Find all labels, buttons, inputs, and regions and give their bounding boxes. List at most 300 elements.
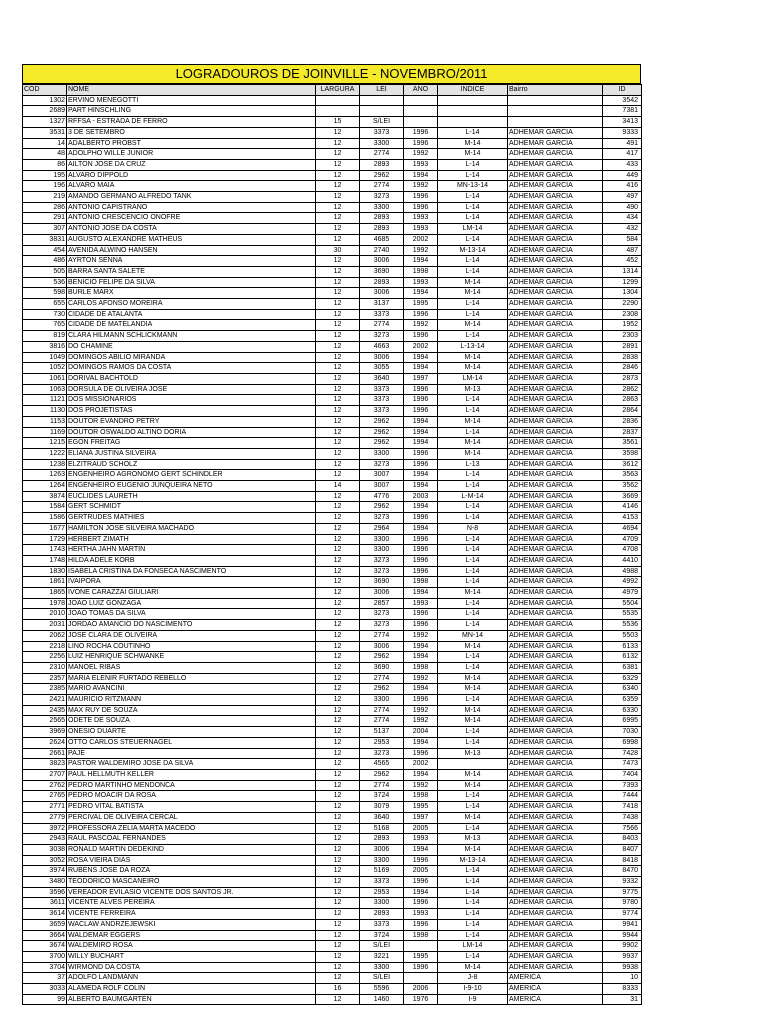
cell-nome: JORDAO AMANCIO DO NASCIMENTO bbox=[67, 620, 316, 631]
cell-id: 6340 bbox=[603, 684, 642, 695]
cell-largura: 12 bbox=[316, 673, 360, 684]
cell-nome: ADOLFO LANDMANN bbox=[67, 973, 316, 984]
cell-cod: 3823 bbox=[23, 759, 67, 770]
cell-bairro: ADHEMAR GARCIA bbox=[508, 898, 603, 909]
cell-nome: AILTON JOSE DA CRUZ bbox=[67, 159, 316, 170]
cell-cod: 1586 bbox=[23, 513, 67, 524]
cell-bairro: ADHEMAR GARCIA bbox=[508, 652, 603, 663]
cell-largura: 12 bbox=[316, 748, 360, 759]
cell-lei: 3300 bbox=[360, 898, 404, 909]
cell-bairro: ADHEMAR GARCIA bbox=[508, 127, 603, 138]
cell-bairro: ADHEMAR GARCIA bbox=[508, 416, 603, 427]
cell-largura: 12 bbox=[316, 662, 360, 673]
cell-bairro bbox=[508, 106, 603, 117]
cell-bairro: ADHEMAR GARCIA bbox=[508, 288, 603, 299]
cell-lei: 2962 bbox=[360, 684, 404, 695]
cell-bairro: ADHEMAR GARCIA bbox=[508, 448, 603, 459]
cell-bairro: ADHEMAR GARCIA bbox=[508, 266, 603, 277]
cell-nome: PERCIVAL DE OLIVEIRA CERCAL bbox=[67, 812, 316, 823]
cell-lei: 3373 bbox=[360, 395, 404, 406]
cell-nome: MAURICIO RITZMANN bbox=[67, 695, 316, 706]
table-row bbox=[23, 352, 642, 363]
cell-id: 5535 bbox=[603, 609, 642, 620]
cell-indice: L-14 bbox=[438, 545, 508, 556]
cell-nome: PEDRO MARTINHO MENDONCA bbox=[67, 780, 316, 791]
cell-cod: 1748 bbox=[23, 555, 67, 566]
cell-id: 6329 bbox=[603, 673, 642, 684]
cell-nome: JOAO LUIZ GONZAGA bbox=[67, 598, 316, 609]
cell-indice: L-14 bbox=[438, 192, 508, 203]
cell-id: 7418 bbox=[603, 802, 642, 813]
cell-largura: 12 bbox=[316, 898, 360, 909]
cell-indice: L-14 bbox=[438, 266, 508, 277]
cell-cod: 307 bbox=[23, 224, 67, 235]
cell-id: 3669 bbox=[603, 491, 642, 502]
table-row bbox=[23, 331, 642, 342]
col-header-largura: LARGURA bbox=[316, 85, 360, 96]
cell-ano: 2006 bbox=[404, 984, 438, 995]
cell-ano: 1996 bbox=[404, 962, 438, 973]
cell-cod: 3659 bbox=[23, 919, 67, 930]
table-row bbox=[23, 887, 642, 898]
table-row bbox=[23, 812, 642, 823]
cell-lei: 2774 bbox=[360, 673, 404, 684]
table-row bbox=[23, 384, 642, 395]
table-row bbox=[23, 106, 642, 117]
cell-largura: 12 bbox=[316, 684, 360, 695]
cell-cod: 3033 bbox=[23, 984, 67, 995]
cell-id: 9941 bbox=[603, 919, 642, 930]
cell-lei: 3300 bbox=[360, 202, 404, 213]
cell-indice: M-14 bbox=[438, 780, 508, 791]
cell-indice: L-13 bbox=[438, 459, 508, 470]
cell-id: 6998 bbox=[603, 737, 642, 748]
cell-id: 4988 bbox=[603, 566, 642, 577]
cell-largura: 12 bbox=[316, 256, 360, 267]
cell-nome: DORIVAL BACHTOLD bbox=[67, 373, 316, 384]
table-row bbox=[23, 609, 642, 620]
cell-largura: 12 bbox=[316, 406, 360, 417]
header-row bbox=[23, 85, 642, 96]
cell-lei: 3006 bbox=[360, 256, 404, 267]
cell-id: 497 bbox=[603, 192, 642, 203]
cell-cod: 2357 bbox=[23, 673, 67, 684]
cell-ano: 1994 bbox=[404, 352, 438, 363]
cell-largura: 14 bbox=[316, 481, 360, 492]
cell-largura: 12 bbox=[316, 951, 360, 962]
cell-largura: 12 bbox=[316, 513, 360, 524]
table-row bbox=[23, 930, 642, 941]
cell-id: 1304 bbox=[603, 288, 642, 299]
cell-indice: M-14 bbox=[438, 770, 508, 781]
cell-indice: L-14 bbox=[438, 555, 508, 566]
cell-cod: 1861 bbox=[23, 577, 67, 588]
table-row bbox=[23, 545, 642, 556]
cell-nome: JOSE CLARA DE OLIVEIRA bbox=[67, 630, 316, 641]
table-row bbox=[23, 149, 642, 160]
table-row bbox=[23, 802, 642, 813]
cell-cod: 1121 bbox=[23, 395, 67, 406]
cell-indice bbox=[438, 95, 508, 106]
cell-indice: M-14 bbox=[438, 416, 508, 427]
cell-id: 6995 bbox=[603, 716, 642, 727]
cell-id: 9774 bbox=[603, 909, 642, 920]
table-row bbox=[23, 341, 642, 352]
cell-nome: BENICIO FELIPE DA SILVA bbox=[67, 277, 316, 288]
cell-bairro: ADHEMAR GARCIA bbox=[508, 705, 603, 716]
cell-nome: LUIZ HENRIQUE SCHWANKE bbox=[67, 652, 316, 663]
cell-largura: 12 bbox=[316, 373, 360, 384]
cell-largura: 12 bbox=[316, 395, 360, 406]
cell-ano: 1994 bbox=[404, 652, 438, 663]
cell-cod: 1049 bbox=[23, 352, 67, 363]
cell-nome: TEODORICO MASCANEIRO bbox=[67, 877, 316, 888]
cell-ano: 1994 bbox=[404, 427, 438, 438]
cell-indice: L-14 bbox=[438, 170, 508, 181]
cell-id: 6359 bbox=[603, 695, 642, 706]
cell-ano: 1994 bbox=[404, 523, 438, 534]
cell-indice: LM-14 bbox=[438, 373, 508, 384]
cell-cod: 536 bbox=[23, 277, 67, 288]
cell-nome: ENGENHEIRO AGRONOMO GERT SCHINDLER bbox=[67, 470, 316, 481]
cell-nome: HERBERT ZIMATH bbox=[67, 534, 316, 545]
table-row bbox=[23, 941, 642, 952]
cell-lei: 3373 bbox=[360, 127, 404, 138]
cell-bairro: ADHEMAR GARCIA bbox=[508, 470, 603, 481]
cell-lei: 2893 bbox=[360, 909, 404, 920]
cell-nome: ANTONIO CAPISTRANO bbox=[67, 202, 316, 213]
cell-nome: ERVINO MENEGOTTI bbox=[67, 95, 316, 106]
cell-nome: EUCLIDES LAURETH bbox=[67, 491, 316, 502]
cell-cod: 3611 bbox=[23, 898, 67, 909]
table-body bbox=[23, 95, 642, 1005]
cell-cod: 1052 bbox=[23, 363, 67, 374]
cell-cod: 1830 bbox=[23, 566, 67, 577]
cell-bairro: ADHEMAR GARCIA bbox=[508, 823, 603, 834]
cell-largura: 12 bbox=[316, 331, 360, 342]
cell-nome: BARRA SANTA SALETE bbox=[67, 266, 316, 277]
cell-id: 2303 bbox=[603, 331, 642, 342]
cell-indice: M-14 bbox=[438, 138, 508, 149]
table-row bbox=[23, 620, 642, 631]
cell-largura: 12 bbox=[316, 213, 360, 224]
cell-largura: 12 bbox=[316, 138, 360, 149]
cell-bairro: ADHEMAR GARCIA bbox=[508, 502, 603, 513]
cell-nome: VICENTE ALVES PEREIRA bbox=[67, 898, 316, 909]
cell-largura: 12 bbox=[316, 416, 360, 427]
cell-lei: 4663 bbox=[360, 341, 404, 352]
cell-largura: 12 bbox=[316, 802, 360, 813]
cell-largura: 12 bbox=[316, 844, 360, 855]
table-row bbox=[23, 470, 642, 481]
cell-indice: I-9 bbox=[438, 994, 508, 1005]
table-row bbox=[23, 288, 642, 299]
cell-nome: DO CHAMINE bbox=[67, 341, 316, 352]
cell-bairro: ADHEMAR GARCIA bbox=[508, 481, 603, 492]
cell-cod: 2661 bbox=[23, 748, 67, 759]
cell-cod: 1978 bbox=[23, 598, 67, 609]
table-row bbox=[23, 256, 642, 267]
cell-nome: VICENTE FERREIRA bbox=[67, 909, 316, 920]
cell-nome: ANTONIO JOSE DA COSTA bbox=[67, 224, 316, 235]
table-row bbox=[23, 234, 642, 245]
cell-indice: LM-14 bbox=[438, 224, 508, 235]
cell-lei: 2962 bbox=[360, 438, 404, 449]
cell-bairro: ADHEMAR GARCIA bbox=[508, 812, 603, 823]
cell-bairro: ADHEMAR GARCIA bbox=[508, 491, 603, 502]
cell-lei: 2962 bbox=[360, 170, 404, 181]
cell-cod: 2771 bbox=[23, 802, 67, 813]
cell-indice: L-14 bbox=[438, 502, 508, 513]
cell-indice: L-14 bbox=[438, 598, 508, 609]
cell-indice: L-M-14 bbox=[438, 491, 508, 502]
cell-lei: 2893 bbox=[360, 159, 404, 170]
cell-largura: 12 bbox=[316, 930, 360, 941]
cell-indice: LM-14 bbox=[438, 941, 508, 952]
cell-cod: 2435 bbox=[23, 705, 67, 716]
cell-cod: 1153 bbox=[23, 416, 67, 427]
table-row bbox=[23, 994, 642, 1005]
cell-ano: 2002 bbox=[404, 234, 438, 245]
cell-bairro: ADHEMAR GARCIA bbox=[508, 695, 603, 706]
cell-ano: 1976 bbox=[404, 994, 438, 1005]
cell-lei: 3273 bbox=[360, 609, 404, 620]
cell-id: 1952 bbox=[603, 320, 642, 331]
cell-id: 1299 bbox=[603, 277, 642, 288]
cell-bairro bbox=[508, 95, 603, 106]
col-header-indice: INDICE bbox=[438, 85, 508, 96]
cell-cod: 3969 bbox=[23, 727, 67, 738]
cell-nome: PEDRO VITAL BATISTA bbox=[67, 802, 316, 813]
cell-bairro: ADHEMAR GARCIA bbox=[508, 598, 603, 609]
cell-id: 6132 bbox=[603, 652, 642, 663]
cell-ano: 1994 bbox=[404, 256, 438, 267]
cell-lei: 2962 bbox=[360, 770, 404, 781]
table-row bbox=[23, 491, 642, 502]
cell-bairro: ADHEMAR GARCIA bbox=[508, 277, 603, 288]
cell-bairro bbox=[508, 117, 603, 128]
table-row bbox=[23, 770, 642, 781]
cell-ano: 1993 bbox=[404, 909, 438, 920]
cell-cod: 765 bbox=[23, 320, 67, 331]
cell-indice: M-14 bbox=[438, 288, 508, 299]
cell-cod: 37 bbox=[23, 973, 67, 984]
cell-indice: L-14 bbox=[438, 481, 508, 492]
cell-id: 6381 bbox=[603, 662, 642, 673]
cell-ano: 1996 bbox=[404, 919, 438, 930]
cell-ano: 1996 bbox=[404, 898, 438, 909]
cell-indice: M-14 bbox=[438, 448, 508, 459]
cell-cod: 454 bbox=[23, 245, 67, 256]
cell-largura: 12 bbox=[316, 491, 360, 502]
cell-largura: 12 bbox=[316, 994, 360, 1005]
cell-lei: 3007 bbox=[360, 481, 404, 492]
cell-ano: 1992 bbox=[404, 245, 438, 256]
col-header-bairro: Bairro bbox=[508, 85, 603, 96]
cell-id: 7444 bbox=[603, 791, 642, 802]
cell-nome: ALAMEDA ROLF COLIN bbox=[67, 984, 316, 995]
table-row bbox=[23, 716, 642, 727]
cell-largura: 12 bbox=[316, 299, 360, 310]
cell-cod: 2707 bbox=[23, 770, 67, 781]
cell-cod: 2565 bbox=[23, 716, 67, 727]
cell-lei: 3300 bbox=[360, 695, 404, 706]
cell-id: 7566 bbox=[603, 823, 642, 834]
cell-id: 7438 bbox=[603, 812, 642, 823]
cell-id: 449 bbox=[603, 170, 642, 181]
cell-lei bbox=[360, 95, 404, 106]
cell-bairro: ADHEMAR GARCIA bbox=[508, 866, 603, 877]
cell-id: 2846 bbox=[603, 363, 642, 374]
cell-indice: L-14 bbox=[438, 234, 508, 245]
cell-cod: 3816 bbox=[23, 341, 67, 352]
cell-largura: 12 bbox=[316, 705, 360, 716]
cell-lei: 2893 bbox=[360, 224, 404, 235]
cell-bairro: AMERICA bbox=[508, 984, 603, 995]
cell-lei: 5168 bbox=[360, 823, 404, 834]
cell-cod: 196 bbox=[23, 181, 67, 192]
cell-id: 7381 bbox=[603, 106, 642, 117]
cell-nome: HERTHA JAHN MARTIN bbox=[67, 545, 316, 556]
cell-lei: 2893 bbox=[360, 213, 404, 224]
cell-lei: 2774 bbox=[360, 705, 404, 716]
cell-bairro: ADHEMAR GARCIA bbox=[508, 673, 603, 684]
table-row bbox=[23, 363, 642, 374]
cell-ano: 1996 bbox=[404, 192, 438, 203]
cell-lei: 3006 bbox=[360, 844, 404, 855]
cell-id: 9938 bbox=[603, 962, 642, 973]
cell-ano: 1996 bbox=[404, 877, 438, 888]
cell-lei bbox=[360, 106, 404, 117]
cell-largura: 12 bbox=[316, 716, 360, 727]
cell-indice: L-14 bbox=[438, 652, 508, 663]
cell-indice: L-14 bbox=[438, 662, 508, 673]
cell-ano bbox=[404, 941, 438, 952]
cell-ano: 1996 bbox=[404, 620, 438, 631]
cell-id: 8418 bbox=[603, 855, 642, 866]
cell-indice: M-13 bbox=[438, 384, 508, 395]
cell-nome: PEDRO MOACIR DA ROSA bbox=[67, 791, 316, 802]
cell-lei: 3055 bbox=[360, 363, 404, 374]
cell-ano: 1996 bbox=[404, 202, 438, 213]
cell-nome: ONESIO DUARTE bbox=[67, 727, 316, 738]
cell-lei: 2962 bbox=[360, 427, 404, 438]
cell-largura: 12 bbox=[316, 384, 360, 395]
cell-bairro: ADHEMAR GARCIA bbox=[508, 770, 603, 781]
cell-nome: PAJE bbox=[67, 748, 316, 759]
cell-bairro: ADHEMAR GARCIA bbox=[508, 887, 603, 898]
cell-cod: 1130 bbox=[23, 406, 67, 417]
table-row bbox=[23, 395, 642, 406]
cell-bairro: ADHEMAR GARCIA bbox=[508, 245, 603, 256]
cell-largura bbox=[316, 106, 360, 117]
cell-id: 2863 bbox=[603, 395, 642, 406]
cell-indice: L-14 bbox=[438, 909, 508, 920]
cell-nome: MAX RUY DE SOUZA bbox=[67, 705, 316, 716]
cell-indice: M-14 bbox=[438, 705, 508, 716]
cell-lei: 4685 bbox=[360, 234, 404, 245]
cell-indice: L-14 bbox=[438, 470, 508, 481]
cell-id: 432 bbox=[603, 224, 642, 235]
cell-lei: 3273 bbox=[360, 459, 404, 470]
cell-ano: 1994 bbox=[404, 887, 438, 898]
cell-largura: 12 bbox=[316, 459, 360, 470]
cell-cod: 3831 bbox=[23, 234, 67, 245]
cell-bairro: ADHEMAR GARCIA bbox=[508, 384, 603, 395]
cell-nome: WIRMOND DA COSTA bbox=[67, 962, 316, 973]
cell-cod: 3531 bbox=[23, 127, 67, 138]
cell-lei: 3300 bbox=[360, 962, 404, 973]
cell-bairro: ADHEMAR GARCIA bbox=[508, 748, 603, 759]
cell-largura: 12 bbox=[316, 877, 360, 888]
cell-cod: 3614 bbox=[23, 909, 67, 920]
cell-indice: M-14 bbox=[438, 352, 508, 363]
cell-largura: 12 bbox=[316, 523, 360, 534]
table-row bbox=[23, 951, 642, 962]
cell-ano: 1996 bbox=[404, 406, 438, 417]
cell-cod: 3480 bbox=[23, 877, 67, 888]
cell-nome: AYRTON SENNA bbox=[67, 256, 316, 267]
cell-nome: GERTRUDES MATHIES bbox=[67, 513, 316, 524]
cell-nome: WALDEMAR EGGERS bbox=[67, 930, 316, 941]
cell-ano: 1998 bbox=[404, 662, 438, 673]
cell-indice bbox=[438, 759, 508, 770]
cell-bairro: ADHEMAR GARCIA bbox=[508, 192, 603, 203]
cell-indice: L-14 bbox=[438, 534, 508, 545]
table-row bbox=[23, 909, 642, 920]
cell-bairro: ADHEMAR GARCIA bbox=[508, 630, 603, 641]
cell-nome: AVENIDA ALWINO HANSEN bbox=[67, 245, 316, 256]
cell-nome: ALVARO MAIA bbox=[67, 181, 316, 192]
cell-ano: 1996 bbox=[404, 513, 438, 524]
cell-largura: 12 bbox=[316, 266, 360, 277]
cell-largura: 12 bbox=[316, 577, 360, 588]
cell-ano: 1996 bbox=[404, 448, 438, 459]
cell-bairro: ADHEMAR GARCIA bbox=[508, 802, 603, 813]
table-row bbox=[23, 673, 642, 684]
cell-nome: PROFESSORA ZELIA MARTA MACEDO bbox=[67, 823, 316, 834]
cell-largura: 12 bbox=[316, 727, 360, 738]
cell-nome: PAUL HELLMUTH KELLER bbox=[67, 770, 316, 781]
cell-ano: 1993 bbox=[404, 277, 438, 288]
cell-lei: 2953 bbox=[360, 737, 404, 748]
cell-bairro: ADHEMAR GARCIA bbox=[508, 555, 603, 566]
cell-largura: 12 bbox=[316, 363, 360, 374]
cell-cod: 3704 bbox=[23, 962, 67, 973]
cell-bairro: ADHEMAR GARCIA bbox=[508, 309, 603, 320]
cell-lei: 3006 bbox=[360, 352, 404, 363]
cell-bairro: ADHEMAR GARCIA bbox=[508, 341, 603, 352]
cell-bairro: ADHEMAR GARCIA bbox=[508, 545, 603, 556]
cell-nome: WALDEMIRO ROSA bbox=[67, 941, 316, 952]
cell-ano: 1996 bbox=[404, 138, 438, 149]
cell-id: 7428 bbox=[603, 748, 642, 759]
cell-bairro: ADHEMAR GARCIA bbox=[508, 170, 603, 181]
cell-nome: ELIANA JUSTINA SILVEIRA bbox=[67, 448, 316, 459]
cell-lei: 3724 bbox=[360, 791, 404, 802]
cell-ano: 1998 bbox=[404, 577, 438, 588]
cell-cod: 2762 bbox=[23, 780, 67, 791]
cell-nome: CARLOS AFONSO MOREIRA bbox=[67, 299, 316, 310]
cell-largura: 12 bbox=[316, 737, 360, 748]
cell-largura: 12 bbox=[316, 202, 360, 213]
cell-bairro: ADHEMAR GARCIA bbox=[508, 909, 603, 920]
table-row bbox=[23, 973, 642, 984]
cell-largura: 12 bbox=[316, 448, 360, 459]
cell-bairro: ADHEMAR GARCIA bbox=[508, 373, 603, 384]
cell-lei: 2857 bbox=[360, 598, 404, 609]
cell-id: 2862 bbox=[603, 384, 642, 395]
